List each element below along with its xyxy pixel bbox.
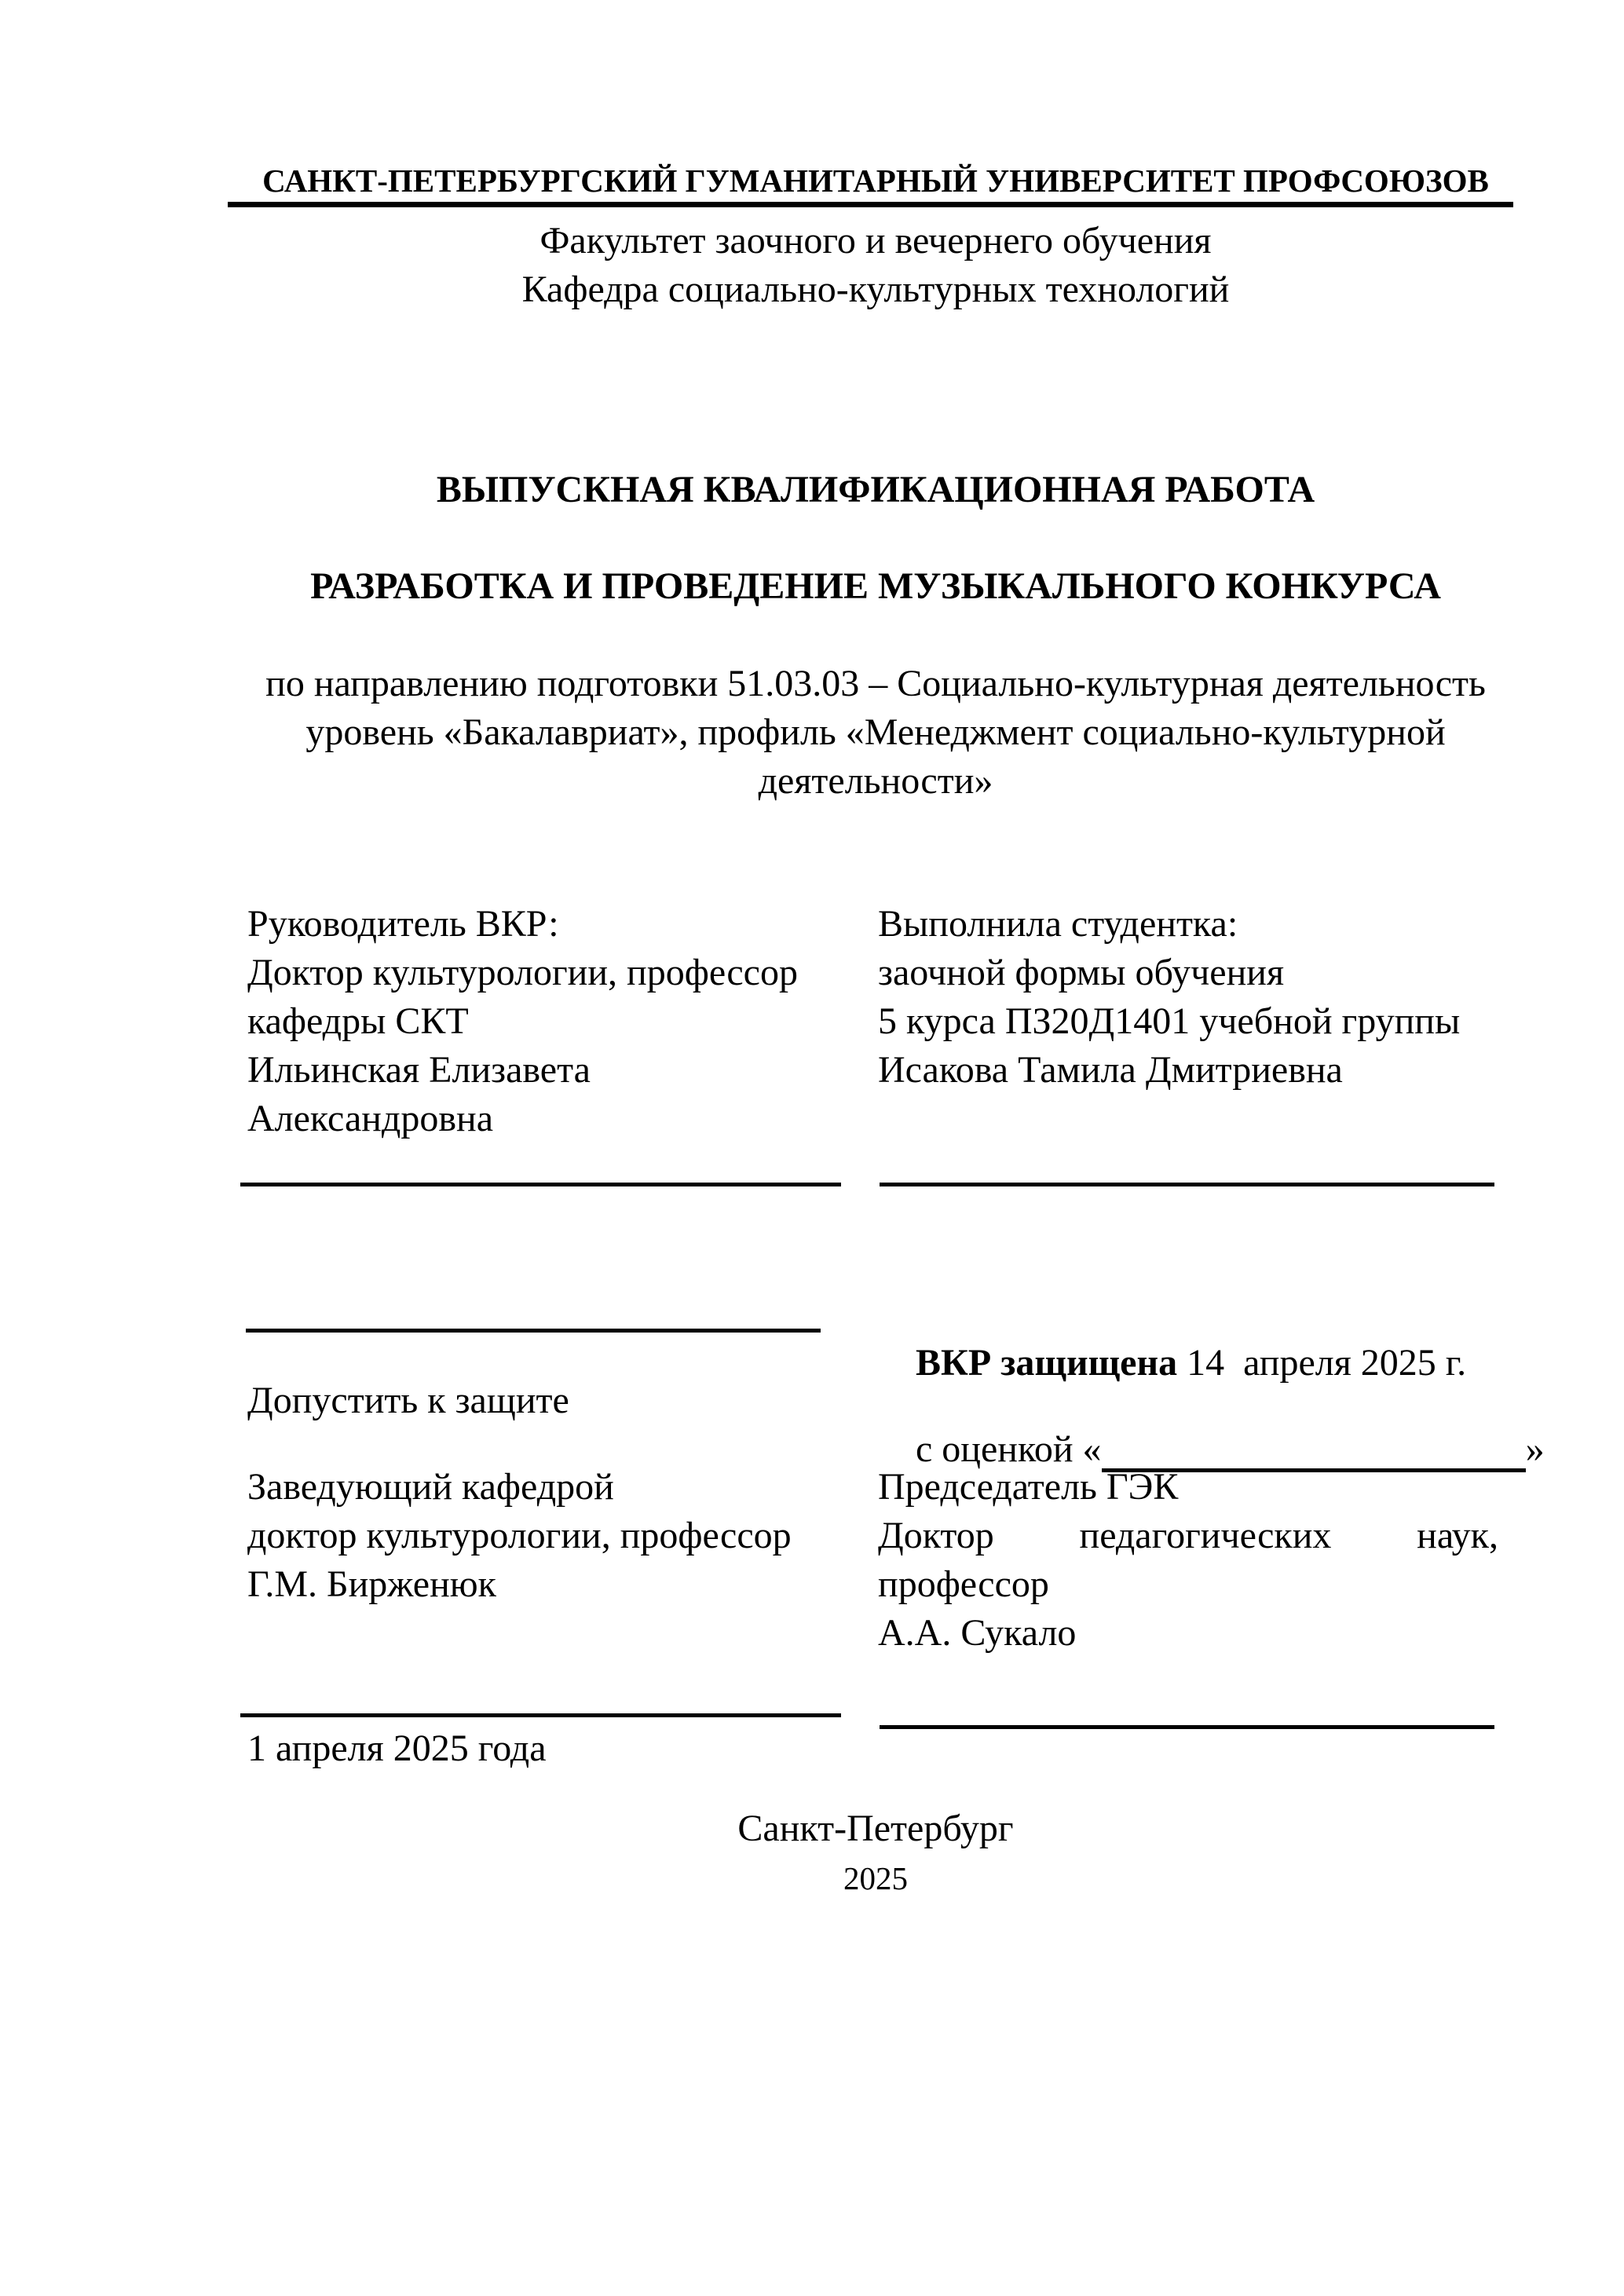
committee-chair-name: А.А. Сукало bbox=[878, 1612, 1077, 1654]
supervisor-name-line-2: Александровна bbox=[247, 1098, 494, 1139]
committee-degree-line bbox=[878, 1512, 1498, 1560]
committee-degree-word-2: педагогических bbox=[1079, 1515, 1332, 1556]
work-type-heading: ВЫПУСКНАЯ КВАЛИФИКАЦИОННАЯ РАБОТА bbox=[436, 469, 1315, 510]
grade-suffix: » bbox=[1525, 1428, 1545, 1470]
student-signature-line bbox=[880, 1183, 1494, 1186]
department-head-degree: доктор культурологии, профессор bbox=[247, 1515, 792, 1556]
committee-label: Председатель ГЭК bbox=[878, 1466, 1179, 1508]
committee-degree-word-3: наук, bbox=[1417, 1515, 1498, 1556]
defense-date: 14 апреля 2025 г. bbox=[1177, 1342, 1467, 1384]
supervisor-signature-line bbox=[240, 1183, 841, 1186]
university-name: САНКТ-ПЕТЕРБУРГСКИЙ ГУМАНИТАРНЫЙ УНИВЕРСИТЕТ ПРОФСОЮЗОВ bbox=[262, 163, 1489, 199]
faculty-line: Факультет заочного и вечернего обучения bbox=[540, 220, 1212, 261]
committee-degree-word-1: Доктор bbox=[878, 1515, 994, 1556]
program-paragraph bbox=[236, 660, 1516, 806]
program-line-3: деятельности» bbox=[758, 760, 993, 802]
committee-degree-line-2: профессор bbox=[878, 1563, 1049, 1605]
department-head-block bbox=[247, 1463, 860, 1609]
supervisor-degree-line: Доктор культурологии, профессор bbox=[247, 952, 798, 993]
student-label: Выполнила студентка: bbox=[878, 903, 1238, 945]
student-name-line: Исакова Тамила Дмитриевна bbox=[878, 1049, 1343, 1091]
defense-label: ВКР защищена bbox=[916, 1342, 1178, 1384]
supervisor-department-line: кафедры СКТ bbox=[247, 1000, 469, 1042]
department-head-name: Г.М. Бирженюк bbox=[247, 1563, 496, 1605]
header-subtitles bbox=[236, 217, 1516, 314]
student-form-line: заочной формы обучения bbox=[878, 952, 1285, 993]
grade-prefix: с оценкой « bbox=[916, 1428, 1102, 1470]
supervisor-block bbox=[247, 900, 860, 1143]
program-line-2: уровень «Бакалавриат», профиль «Менеджмент социально-культурной bbox=[305, 711, 1446, 753]
admission-signature-line bbox=[246, 1329, 821, 1333]
committee-block bbox=[878, 1463, 1498, 1658]
chair-signature-line bbox=[880, 1725, 1494, 1729]
student-block bbox=[878, 900, 1498, 1095]
admission-date: 1 апреля 2025 года bbox=[247, 1727, 547, 1769]
program-line-1: по направлению подготовки 51.03.03 – Социально-культурная деятельность bbox=[265, 663, 1486, 704]
work-title-heading: РАЗРАБОТКА И ПРОВЕДЕНИЕ МУЗЫКАЛЬНОГО КОНКУРСА bbox=[310, 565, 1441, 607]
city-line: Санкт-Петербург bbox=[737, 1808, 1014, 1849]
year-line: 2025 bbox=[843, 1860, 908, 1896]
department-line: Кафедра социально-культурных технологий bbox=[521, 269, 1230, 310]
supervisor-label: Руководитель ВКР: bbox=[247, 903, 559, 945]
supervisor-name-line-1: Ильинская Елизавета bbox=[247, 1049, 591, 1091]
head-signature-line bbox=[240, 1713, 841, 1717]
student-group-line: 5 курса ПЗ20Д1401 учебной группы bbox=[878, 1000, 1461, 1042]
department-head-label: Заведующий кафедрой bbox=[247, 1466, 614, 1508]
header-rule bbox=[228, 202, 1513, 207]
admit-to-defense-line: Допустить к защите bbox=[247, 1380, 569, 1421]
